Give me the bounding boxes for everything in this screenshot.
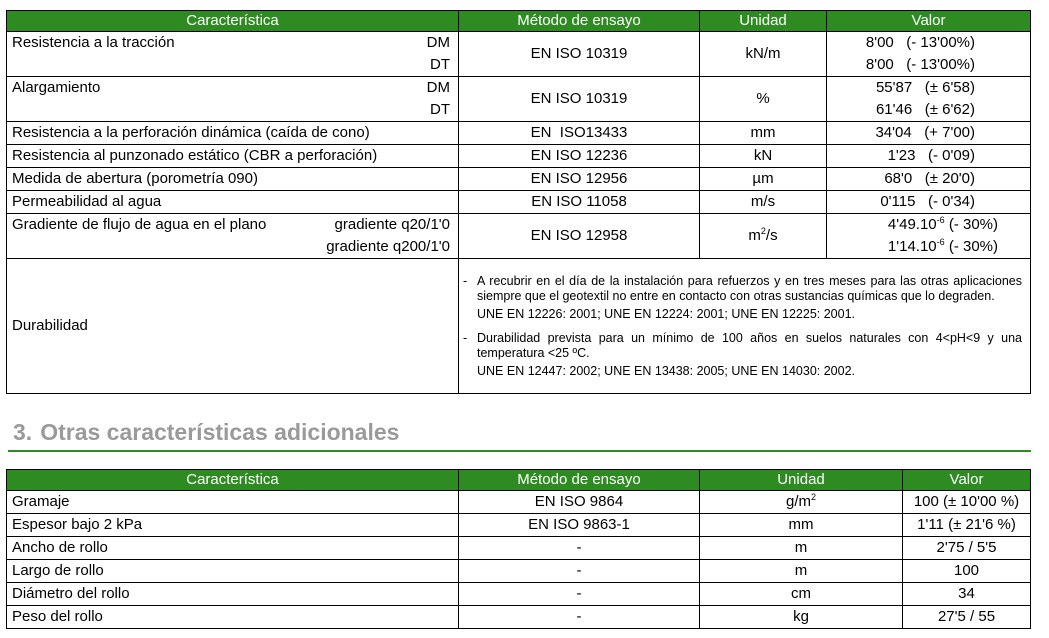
row-unit: m	[700, 560, 903, 583]
table-row	[7, 514, 1031, 537]
bullet-text: A recubrir en el día de la instalación para refuerzos y en tres meses para las otras aplicaciones siempre que el geotextil no entre en contacto con otras sustancias químicas que lo degraden.	[477, 273, 1022, 303]
row-name: Durabilidad	[7, 259, 459, 394]
row-method: -	[459, 560, 700, 583]
row-value: 2'75 / 5'5	[903, 537, 1031, 560]
table-row	[7, 606, 1031, 629]
row-method: EN ISO 11058	[459, 191, 700, 214]
additional-properties-table	[6, 469, 1031, 629]
table-row	[7, 191, 1031, 214]
row-name: Resistencia a la perforación dinámica (caída de cono)	[7, 122, 459, 145]
value-sup: -6	[936, 237, 945, 247]
table-row	[7, 32, 1031, 77]
row-name: Gramaje	[7, 491, 459, 514]
section-title: Otras características adicionales	[40, 419, 400, 445]
header-characteristic: Característica	[7, 11, 459, 32]
table-row	[7, 583, 1031, 606]
bullet-text: Durabilidad prevista para un mínimo de 100 años en suelos naturales con 4<pH<9 y una temperatura <25 ºC.	[477, 330, 1022, 360]
row-unit	[700, 214, 827, 259]
row-name: Largo de rollo	[7, 560, 459, 583]
unit-base: g/m	[785, 493, 811, 510]
section-number: 3.	[13, 419, 33, 445]
value-base: 1'14.10	[887, 238, 937, 255]
row-unit: µm	[700, 168, 827, 191]
row-value	[827, 191, 1031, 214]
value-tail: (- 30%)	[944, 238, 998, 255]
properties-table	[6, 10, 1031, 394]
row-method: EN ISO 10319	[459, 77, 700, 122]
section-divider	[8, 450, 1031, 452]
bullet-dash: -	[463, 273, 468, 288]
row-unit: %	[700, 77, 827, 122]
value-dm: 8'00 (- 13'00%)	[865, 34, 975, 51]
durability-ref-2: UNE EN 12447: 2002; UNE EN 13438: 2005; UNE EN 14030: 2002.	[477, 363, 856, 378]
row-value	[827, 77, 1031, 122]
durability-description	[459, 259, 1031, 394]
value-q20	[827, 214, 1030, 236]
table-row	[7, 168, 1031, 191]
row-method: EN ISO 12956	[459, 168, 700, 191]
row-name: Permeabilidad al agua	[7, 191, 459, 214]
value-sup: -6	[936, 215, 945, 225]
value-dm: 55'87 (± 6'58)	[875, 79, 975, 96]
row-unit: m/s	[700, 191, 827, 214]
row-unit: kN	[700, 145, 827, 168]
row-method: EN ISO 10319	[459, 32, 700, 77]
row-name: Medida de abertura (porometría 090)	[7, 168, 459, 191]
header-method: Método de ensayo	[459, 470, 700, 491]
value-text: 1'23 (- 0'09)	[887, 147, 975, 164]
row-name: Peso del rollo	[7, 606, 459, 629]
row-value: 1'11 (± 21'6 %)	[903, 514, 1031, 537]
row-name: Resistencia al punzonado estático (CBR a perforación)	[7, 145, 459, 168]
row-sub-dt: DT	[430, 101, 450, 118]
row-unit: kg	[700, 606, 903, 629]
section-heading	[13, 419, 399, 446]
value-base: 4'49.10	[887, 216, 937, 233]
row-value: 34	[903, 583, 1031, 606]
row-unit: cm	[700, 583, 903, 606]
value-tail: (- 30%)	[944, 216, 998, 233]
header-value: Valor	[903, 470, 1031, 491]
durability-bullet-1	[463, 274, 1022, 304]
row-name: Espesor bajo 2 kPa	[7, 514, 459, 537]
table-row	[7, 77, 1031, 122]
row-sub-dm: DM	[426, 34, 450, 51]
header-value: Valor	[827, 11, 1031, 32]
table-row	[7, 560, 1031, 583]
row-method: -	[459, 583, 700, 606]
bullet-dash: -	[463, 330, 468, 345]
row-value	[827, 145, 1031, 168]
row-value: 100 (± 10'00 %)	[903, 491, 1031, 514]
durability-ref-1: UNE EN 12226: 2001; UNE EN 12224: 2001; UNE EN 12225: 2001.	[477, 306, 856, 321]
unit-base: m	[748, 227, 761, 244]
durability-bullet-2	[463, 331, 1022, 361]
table-row	[7, 491, 1031, 514]
row-characteristic	[7, 77, 459, 122]
row-unit: mm	[700, 122, 827, 145]
value-dt: 8'00 (- 13'00%)	[865, 56, 975, 73]
row-value	[827, 168, 1031, 191]
row-sub-dt: DT	[430, 56, 450, 73]
value-text: 68'0 (± 20'0)	[884, 170, 975, 187]
header-method: Método de ensayo	[459, 11, 700, 32]
value-text: 34'04 (+ 7'00)	[875, 124, 975, 141]
row-sub-dm: DM	[426, 79, 450, 96]
header-characteristic: Característica	[7, 470, 459, 491]
table-row	[7, 214, 1031, 259]
table-row	[7, 122, 1031, 145]
row-unit: mm	[700, 514, 903, 537]
row-method: EN ISO 9864	[459, 491, 700, 514]
row-method: -	[459, 606, 700, 629]
row-unit: m	[700, 537, 903, 560]
row-method: EN ISO 9863-1	[459, 514, 700, 537]
unit-sup: 2	[811, 492, 817, 502]
table-row	[7, 145, 1031, 168]
row-value	[827, 122, 1031, 145]
value-text: 0'115 (- 0'34)	[880, 193, 975, 210]
table-row	[7, 537, 1031, 560]
row-sub-q20: gradiente q20/1'0	[334, 216, 450, 233]
value-dt: 61'46 (± 6'62)	[875, 101, 975, 118]
row-name: Alargamiento	[12, 79, 101, 96]
table-header-row	[7, 11, 1031, 32]
row-unit	[700, 491, 903, 514]
row-method: EN ISO 12236	[459, 145, 700, 168]
unit-tail: /s	[765, 227, 778, 244]
header-unit: Unidad	[700, 11, 827, 32]
row-method: EN ISO13433	[459, 122, 700, 145]
row-value: 27'5 / 55	[903, 606, 1031, 629]
row-unit: kN/m	[700, 32, 827, 77]
table-header-row	[7, 470, 1031, 491]
header-unit: Unidad	[700, 470, 903, 491]
row-name: Resistencia a la tracción	[12, 34, 175, 51]
row-value	[827, 214, 1031, 259]
row-name: Ancho de rollo	[7, 537, 459, 560]
row-value: 100	[903, 560, 1031, 583]
value-q200	[827, 236, 1030, 258]
row-sub-q200: gradiente q200/1'0	[326, 238, 450, 255]
row-characteristic	[7, 32, 459, 77]
unit-sup: 2	[760, 226, 766, 236]
row-method: -	[459, 537, 700, 560]
row-characteristic	[7, 214, 459, 259]
row-name: Gradiente de flujo de agua en el plano	[12, 216, 267, 233]
row-value	[827, 32, 1031, 77]
row-name: Diámetro del rollo	[7, 583, 459, 606]
row-method: EN ISO 12958	[459, 214, 700, 259]
table-row-durability	[7, 259, 1031, 394]
